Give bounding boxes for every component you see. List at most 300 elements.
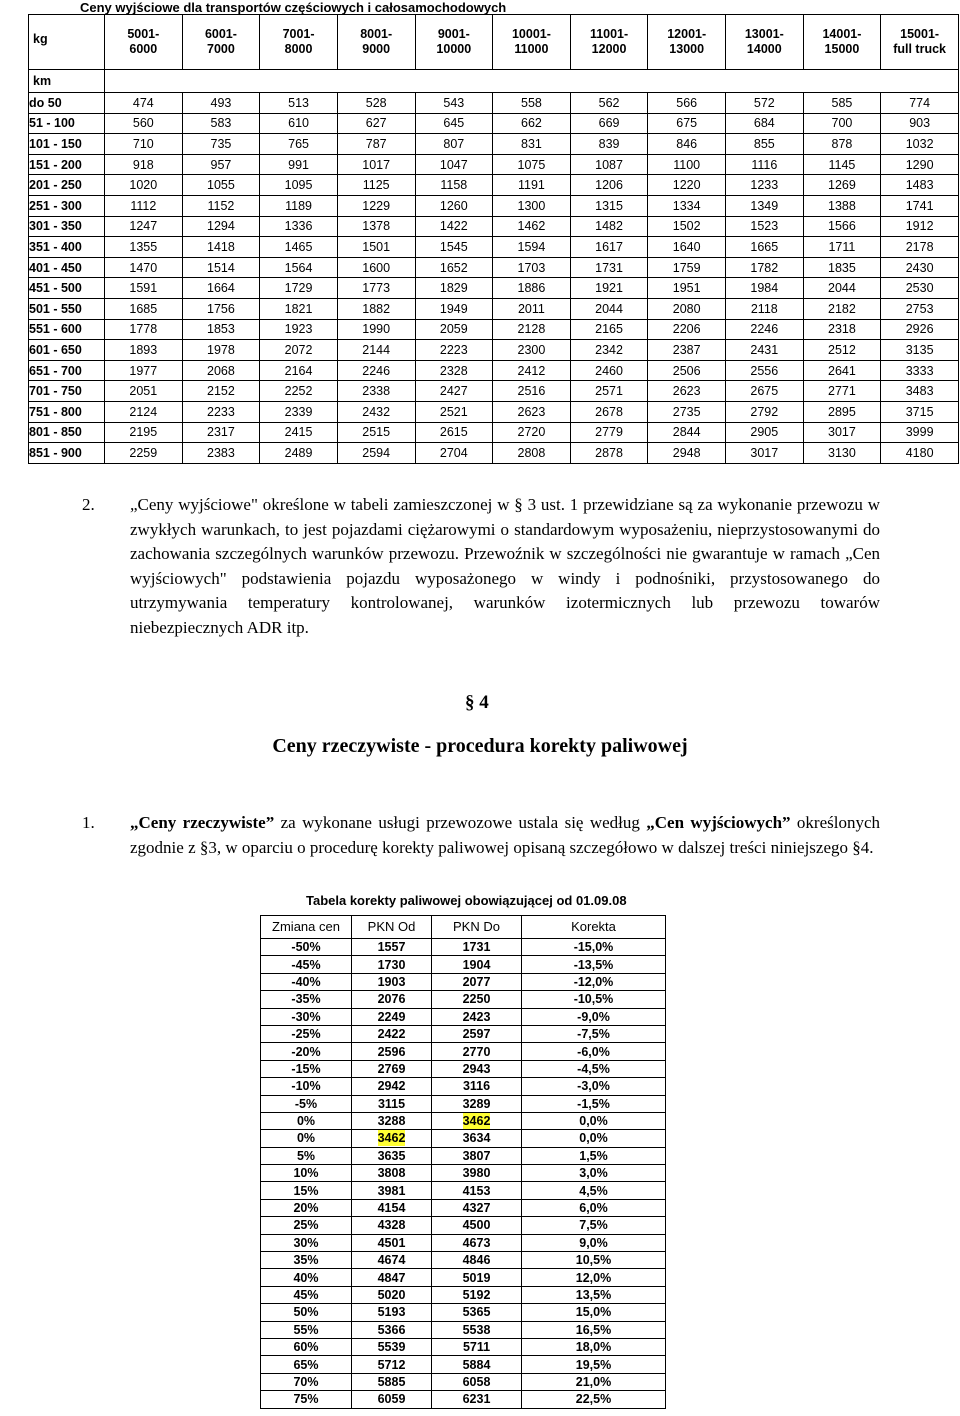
price-cell: 2430 (881, 257, 959, 278)
price-cell: 684 (726, 113, 804, 134)
fuel-table-cell: -20% (261, 1043, 352, 1060)
price-cell: 2895 (803, 401, 881, 422)
weight-column-header-line: 14000 (746, 42, 782, 56)
fuel-table-row (261, 1373, 666, 1390)
fuel-table-row (261, 1078, 666, 1095)
price-cell: 2905 (726, 422, 804, 443)
price-cell: 1349 (726, 195, 804, 216)
price-cell: 493 (182, 93, 260, 114)
weight-column-header (260, 15, 338, 70)
fuel-table-cell: 5192 (432, 1286, 522, 1303)
fuel-table-cell: -50% (261, 939, 352, 956)
price-cell: 2118 (726, 298, 804, 319)
distance-range-label: 51 - 100 (29, 113, 105, 134)
price-table-row (29, 134, 959, 155)
price-cell: 1100 (648, 154, 726, 175)
price-cell: 2072 (260, 340, 338, 361)
price-cell: 1112 (105, 195, 183, 216)
fuel-table-cell: -1,5% (522, 1095, 666, 1112)
price-cell: 1703 (493, 257, 571, 278)
price-cell: 2165 (570, 319, 648, 340)
price-cell: 627 (337, 113, 415, 134)
fuel-table-cell (352, 1130, 432, 1147)
price-cell: 2044 (570, 298, 648, 319)
distance-range-label: 601 - 650 (29, 340, 105, 361)
fuel-table-cell: 7,5% (522, 1217, 666, 1234)
fuel-table-row (261, 1025, 666, 1042)
price-cell: 669 (570, 113, 648, 134)
price-cell: 675 (648, 113, 726, 134)
price-cell: 2792 (726, 401, 804, 422)
price-cell: 878 (803, 134, 881, 155)
price-cell: 1191 (493, 175, 571, 196)
price-cell: 2878 (570, 443, 648, 464)
price-cell: 1664 (182, 278, 260, 299)
price-cell: 1829 (415, 278, 493, 299)
distance-range-label: 451 - 500 (29, 278, 105, 299)
fuel-table-cell: -10,5% (522, 991, 666, 1008)
price-table-row (29, 443, 959, 464)
price-cell: 2124 (105, 401, 183, 422)
price-cell: 839 (570, 134, 648, 155)
fuel-table-cell: 15% (261, 1182, 352, 1199)
fuel-table-cell: -45% (261, 956, 352, 973)
fuel-table-cell: -5% (261, 1095, 352, 1112)
fuel-table-cell: 65% (261, 1356, 352, 1373)
price-cell: 3017 (803, 422, 881, 443)
price-cell: 4180 (881, 443, 959, 464)
price-cell: 513 (260, 93, 338, 114)
price-cell: 1189 (260, 195, 338, 216)
price-cell: 1470 (105, 257, 183, 278)
price-cell: 3130 (803, 443, 881, 464)
fuel-table-cell: -30% (261, 1008, 352, 1025)
paragraph-2 (82, 493, 880, 641)
fuel-table-cell: 4674 (352, 1252, 432, 1269)
fuel-table-cell: 19,5% (522, 1356, 666, 1373)
fuel-table-header: PKN Od (352, 916, 432, 939)
fuel-table-cell: 6058 (432, 1373, 522, 1390)
price-cell: 2128 (493, 319, 571, 340)
price-cell: 1501 (337, 237, 415, 258)
fuel-table-header-row (261, 916, 666, 939)
fuel-table-cell: 15,0% (522, 1304, 666, 1321)
km-row-filler (105, 70, 959, 93)
price-cell: 2623 (493, 401, 571, 422)
price-cell: 1882 (337, 298, 415, 319)
price-cell: 1158 (415, 175, 493, 196)
weight-column-header (105, 15, 183, 70)
price-cell: 1756 (182, 298, 260, 319)
fuel-table-cell: 5193 (352, 1304, 432, 1321)
fuel-table-cell: 1,5% (522, 1147, 666, 1164)
fuel-table-cell: 4847 (352, 1269, 432, 1286)
price-cell: 2338 (337, 381, 415, 402)
price-cell: 2556 (726, 360, 804, 381)
fuel-table-cell: -12,0% (522, 973, 666, 990)
price-cell: 1233 (726, 175, 804, 196)
weight-column-header-line: 7001- (282, 27, 315, 41)
price-cell: 585 (803, 93, 881, 114)
fuel-table-cell: 12,0% (522, 1269, 666, 1286)
price-table (28, 14, 959, 464)
price-cell: 2318 (803, 319, 881, 340)
weight-column-header (415, 15, 493, 70)
fuel-table-row (261, 1391, 666, 1408)
fuel-table-cell: 0,0% (522, 1112, 666, 1129)
fuel-table-cell: 30% (261, 1234, 352, 1251)
weight-column-header-line: 5001- (127, 27, 160, 41)
paragraph-2-number: 2. (82, 495, 95, 514)
price-cell: 1782 (726, 257, 804, 278)
km-label-row (29, 70, 959, 93)
price-cell: 3333 (881, 360, 959, 381)
price-cell: 1990 (337, 319, 415, 340)
fuel-table-cell: 2769 (352, 1060, 432, 1077)
price-cell: 1729 (260, 278, 338, 299)
fuel-table-cell: 0,0% (522, 1130, 666, 1147)
fuel-table-cell: 16,5% (522, 1321, 666, 1338)
price-cell: 2594 (337, 443, 415, 464)
distance-range-label: 301 - 350 (29, 216, 105, 237)
fuel-table-cell: 2597 (432, 1025, 522, 1042)
price-cell: 831 (493, 134, 571, 155)
price-cell: 1523 (726, 216, 804, 237)
price-table-row (29, 257, 959, 278)
distance-range-label: 201 - 250 (29, 175, 105, 196)
price-cell: 610 (260, 113, 338, 134)
fuel-table-row (261, 1043, 666, 1060)
price-cell: 2704 (415, 443, 493, 464)
price-cell: 2720 (493, 422, 571, 443)
fuel-table-cell: 4327 (432, 1199, 522, 1216)
price-cell: 2779 (570, 422, 648, 443)
distance-range-label: 101 - 150 (29, 134, 105, 155)
weight-column-header-line: 8001- (360, 27, 393, 41)
fuel-table-cell: 5% (261, 1147, 352, 1164)
distance-range-label: 351 - 400 (29, 237, 105, 258)
fuel-table-cell: 10,5% (522, 1252, 666, 1269)
fuel-table-cell: 40% (261, 1269, 352, 1286)
price-cell: 1984 (726, 278, 804, 299)
price-cell: 710 (105, 134, 183, 155)
price-cell: 2427 (415, 381, 493, 402)
price-cell: 2735 (648, 401, 726, 422)
fuel-table-cell: 60% (261, 1338, 352, 1355)
distance-range-label: 251 - 300 (29, 195, 105, 216)
price-cell: 1759 (648, 257, 726, 278)
fuel-table-cell: 25% (261, 1217, 352, 1234)
weight-column-header (648, 15, 726, 70)
fuel-table-row (261, 1199, 666, 1216)
distance-range-label: 501 - 550 (29, 298, 105, 319)
price-table-row (29, 381, 959, 402)
price-table-row (29, 237, 959, 258)
distance-range-label: 651 - 700 (29, 360, 105, 381)
fuel-table-cell: 70% (261, 1373, 352, 1390)
distance-range-label: 801 - 850 (29, 422, 105, 443)
price-cell: 3017 (726, 443, 804, 464)
price-cell: 787 (337, 134, 415, 155)
fuel-table-row (261, 1286, 666, 1303)
fuel-table-row (261, 1112, 666, 1129)
weight-column-header (726, 15, 804, 70)
price-cell: 1145 (803, 154, 881, 175)
fuel-table-cell: 3288 (352, 1112, 432, 1129)
fuel-table-row (261, 1130, 666, 1147)
price-cell: 765 (260, 134, 338, 155)
price-cell: 566 (648, 93, 726, 114)
price-cell: 1886 (493, 278, 571, 299)
paragraph-1-text-1: za wykonane usługi przewozowe ustala się według (274, 813, 647, 832)
price-cell: 1591 (105, 278, 183, 299)
price-cell: 2641 (803, 360, 881, 381)
price-cell: 1047 (415, 154, 493, 175)
weight-column-header-line: 7000 (207, 42, 235, 56)
price-cell: 2506 (648, 360, 726, 381)
price-cell: 991 (260, 154, 338, 175)
price-cell: 1711 (803, 237, 881, 258)
price-cell: 1465 (260, 237, 338, 258)
fuel-table-row (261, 1269, 666, 1286)
price-cell: 2431 (726, 340, 804, 361)
weight-column-header (803, 15, 881, 70)
fuel-table-header: PKN Do (432, 916, 522, 939)
price-cell: 2068 (182, 360, 260, 381)
price-cell: 2948 (648, 443, 726, 464)
price-table-row (29, 154, 959, 175)
price-cell: 2678 (570, 401, 648, 422)
price-cell: 1247 (105, 216, 183, 237)
price-cell: 1032 (881, 134, 959, 155)
price-cell: 2383 (182, 443, 260, 464)
price-cell: 2300 (493, 340, 571, 361)
fuel-table-row (261, 1321, 666, 1338)
paragraph-1-text (130, 811, 880, 860)
distance-range-label: 851 - 900 (29, 443, 105, 464)
distance-range-label: do 50 (29, 93, 105, 114)
fuel-table-cell: 5538 (432, 1321, 522, 1338)
fuel-table-cell: 22,5% (522, 1391, 666, 1408)
fuel-table-cell: 5885 (352, 1373, 432, 1390)
price-cell: 3483 (881, 381, 959, 402)
weight-column-header (493, 15, 571, 70)
fuel-table-cell: 2422 (352, 1025, 432, 1042)
price-cell: 2339 (260, 401, 338, 422)
price-cell: 1778 (105, 319, 183, 340)
fuel-table-cell: 3115 (352, 1095, 432, 1112)
price-cell: 3999 (881, 422, 959, 443)
price-cell: 1835 (803, 257, 881, 278)
price-cell: 735 (182, 134, 260, 155)
weight-column-header-line: 6000 (129, 42, 158, 56)
fuel-table-cell: 4673 (432, 1234, 522, 1251)
fuel-table-cell: 50% (261, 1304, 352, 1321)
fuel-table-cell: 3807 (432, 1147, 522, 1164)
fuel-table-cell: 2423 (432, 1008, 522, 1025)
weight-column-header-line: 12000 (591, 42, 627, 56)
price-cell: 2530 (881, 278, 959, 299)
fuel-table-cell: 5019 (432, 1269, 522, 1286)
price-cell: 1116 (726, 154, 804, 175)
price-cell: 2771 (803, 381, 881, 402)
fuel-table-cell: 4153 (432, 1182, 522, 1199)
weight-column-header-line: 10001- (511, 27, 551, 41)
fuel-table-cell: 2077 (432, 973, 522, 990)
fuel-table-cell: 3980 (432, 1165, 522, 1182)
weight-column-header-line: 15000 (824, 42, 860, 56)
fuel-table-row (261, 1060, 666, 1077)
fuel-table-cell: 2076 (352, 991, 432, 1008)
price-cell: 2615 (415, 422, 493, 443)
fuel-table-row (261, 1338, 666, 1355)
fuel-table-cell: 10% (261, 1165, 352, 1182)
price-cell: 2808 (493, 443, 571, 464)
price-cell: 1977 (105, 360, 183, 381)
fuel-table-row (261, 1234, 666, 1251)
weight-column-header-line: 15001- (900, 27, 940, 41)
price-cell: 1594 (493, 237, 571, 258)
fuel-table-cell: 55% (261, 1321, 352, 1338)
weight-column-header-line: 6001- (204, 27, 237, 41)
price-cell: 1300 (493, 195, 571, 216)
section-title: Ceny rzeczywiste - procedura korekty paliwowej (272, 735, 688, 757)
price-table-row (29, 298, 959, 319)
fuel-table-cell: 21,0% (522, 1373, 666, 1390)
fuel-table-cell: 3,0% (522, 1165, 666, 1182)
price-cell: 2328 (415, 360, 493, 381)
fuel-table-cell: 4154 (352, 1199, 432, 1216)
price-cell: 1853 (182, 319, 260, 340)
price-cell: 2571 (570, 381, 648, 402)
price-table-title: Ceny wyjściowe dla transportów częściowych i całosamochodowych (80, 0, 507, 15)
price-cell: 2317 (182, 422, 260, 443)
price-cell: 2515 (337, 422, 415, 443)
price-cell: 474 (105, 93, 183, 114)
paragraph-1-number: 1. (82, 813, 95, 832)
price-cell: 583 (182, 113, 260, 134)
price-cell: 2675 (726, 381, 804, 402)
price-cell: 2233 (182, 401, 260, 422)
fuel-table-cell: 6231 (432, 1391, 522, 1408)
price-cell: 1422 (415, 216, 493, 237)
price-cell: 1617 (570, 237, 648, 258)
weight-column-header (182, 15, 260, 70)
price-table-row (29, 195, 959, 216)
fuel-table-cell: 35% (261, 1252, 352, 1269)
fuel-table-row (261, 1304, 666, 1321)
price-cell: 1652 (415, 257, 493, 278)
price-cell: 1334 (648, 195, 726, 216)
price-cell: 2753 (881, 298, 959, 319)
weight-column-header (337, 15, 415, 70)
weight-column-header-line: 14001- (822, 27, 862, 41)
fuel-correction-table (260, 915, 666, 1409)
weight-column-header-line: 9001- (437, 27, 470, 41)
fuel-table-cell: -9,0% (522, 1008, 666, 1025)
fuel-table-row (261, 1147, 666, 1164)
price-cell: 662 (493, 113, 571, 134)
fuel-table-cell: 2942 (352, 1078, 432, 1095)
paragraph-1 (82, 811, 881, 860)
fuel-table-cell: 3635 (352, 1147, 432, 1164)
fuel-table-cell: 3981 (352, 1182, 432, 1199)
price-table-row (29, 360, 959, 381)
fuel-table-cell: -40% (261, 973, 352, 990)
weight-column-header-line: 8000 (284, 42, 313, 56)
price-cell: 1206 (570, 175, 648, 196)
price-cell: 2415 (260, 422, 338, 443)
price-cell: 1893 (105, 340, 183, 361)
price-cell: 2246 (337, 360, 415, 381)
fuel-table-cell: 2596 (352, 1043, 432, 1060)
price-cell: 1665 (726, 237, 804, 258)
weight-column-header-line: 13000 (669, 42, 705, 56)
price-cell: 918 (105, 154, 183, 175)
price-cell: 3715 (881, 401, 959, 422)
fuel-table-cell: -15,0% (522, 939, 666, 956)
fuel-table-cell: -3,0% (522, 1078, 666, 1095)
price-cell: 2206 (648, 319, 726, 340)
price-cell: 1912 (881, 216, 959, 237)
fuel-table-header: Zmiana cen (261, 916, 352, 939)
fuel-table-cell: 3634 (432, 1130, 522, 1147)
distance-range-label: 751 - 800 (29, 401, 105, 422)
highlighted-value: 3462 (462, 1114, 491, 1129)
weight-column-header (570, 15, 648, 70)
fuel-table-cell: 1731 (432, 939, 522, 956)
price-cell: 903 (881, 113, 959, 134)
price-cell: 855 (726, 134, 804, 155)
price-table-header-row (29, 15, 959, 70)
price-cell: 1482 (570, 216, 648, 237)
price-cell: 1290 (881, 154, 959, 175)
price-cell: 2011 (493, 298, 571, 319)
fuel-table-cell: 3808 (352, 1165, 432, 1182)
fuel-table-row (261, 991, 666, 1008)
fuel-table-row (261, 1182, 666, 1199)
paragraph-2-text: „Ceny wyjściowe" określone w tabeli zamieszczonej w § 3 ust. 1 przewidziane są za wykonanie przewozu w zwykłych warunkach, to jest pojazdami ciężarowymi o standardowym wyposażeniu, nieprzystosowanymi do zachowania szczególnych warunków przewozu. Przewoźnik w szczególności nie gwarantuje w ramach „Cen wyjściowych" podstawienia pojazdu wyposażonego w windy i podnośniki, przystosowanego do utrzymywania temperatury kontrolowanej, warunków izotermicznych lub przewozu towarów niebezpiecznych ADR itp. (130, 495, 880, 637)
price-cell: 807 (415, 134, 493, 155)
price-cell: 2223 (415, 340, 493, 361)
price-cell: 1229 (337, 195, 415, 216)
fuel-table-cell: 6059 (352, 1391, 432, 1408)
price-cell: 1951 (648, 278, 726, 299)
section-number: § 4 (465, 692, 489, 713)
fuel-table-cell: 3289 (432, 1095, 522, 1112)
price-cell: 2195 (105, 422, 183, 443)
fuel-table-row (261, 1217, 666, 1234)
fuel-table-cell: 13,5% (522, 1286, 666, 1303)
fuel-table-cell: -15% (261, 1060, 352, 1077)
price-cell: 1773 (337, 278, 415, 299)
price-cell: 1418 (182, 237, 260, 258)
price-cell: 1269 (803, 175, 881, 196)
price-cell: 1260 (415, 195, 493, 216)
fuel-table-cell: 5711 (432, 1338, 522, 1355)
price-table-row (29, 422, 959, 443)
fuel-table-cell: 2250 (432, 991, 522, 1008)
distance-range-label: 151 - 200 (29, 154, 105, 175)
price-cell: 1095 (260, 175, 338, 196)
fuel-table-cell: -6,0% (522, 1043, 666, 1060)
price-table-row (29, 113, 959, 134)
price-cell: 1336 (260, 216, 338, 237)
price-cell: 2387 (648, 340, 726, 361)
fuel-table-cell: 1903 (352, 973, 432, 990)
fuel-table-cell: 9,0% (522, 1234, 666, 1251)
fuel-table-row (261, 956, 666, 973)
